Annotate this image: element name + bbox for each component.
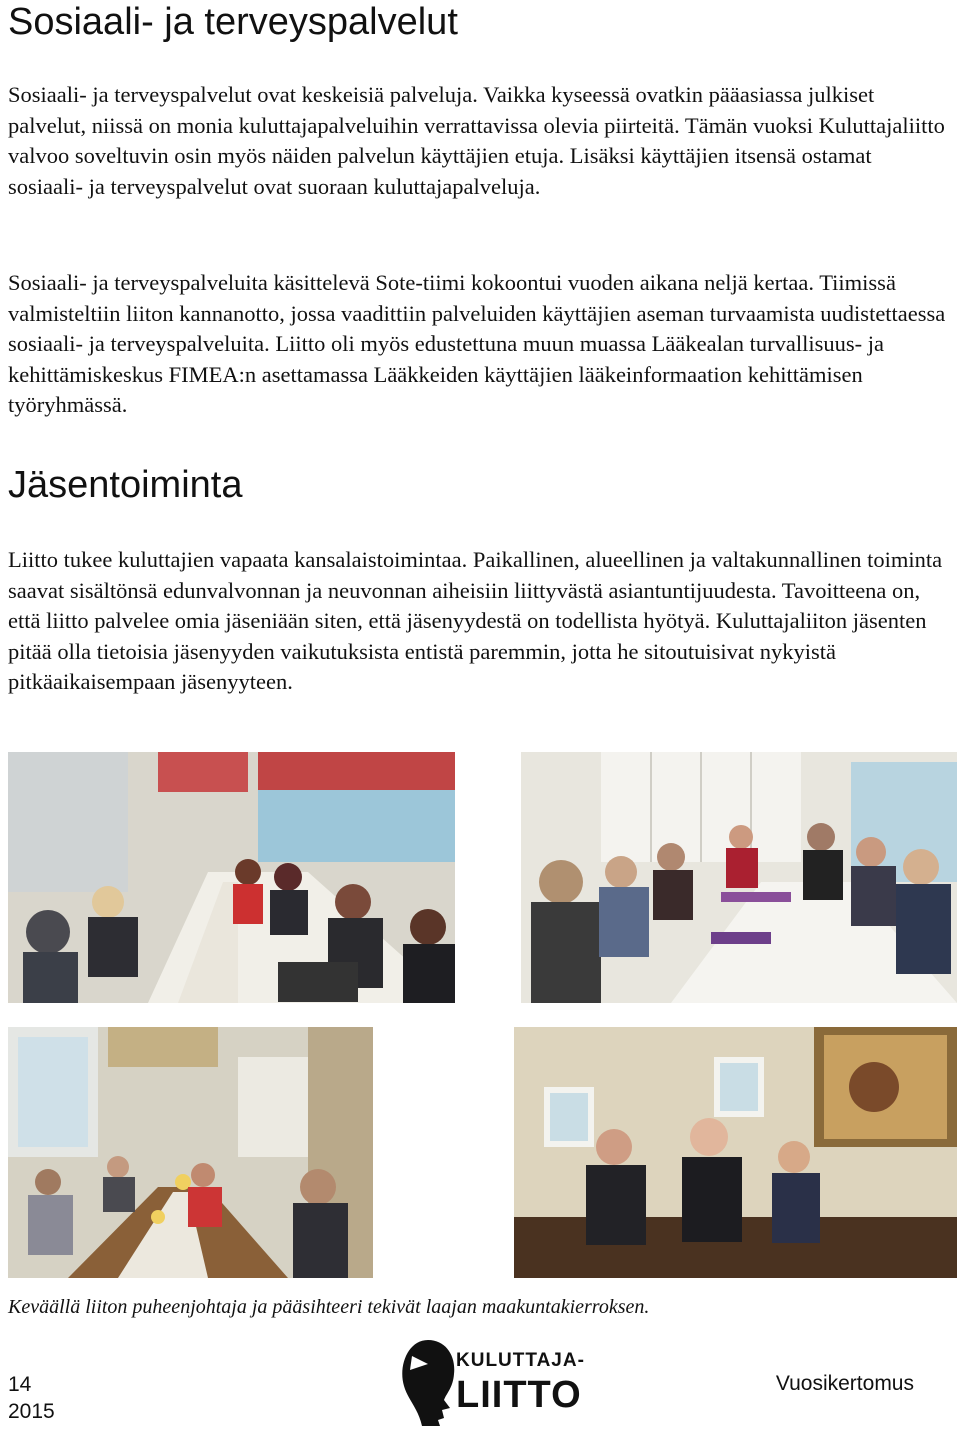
jasen-paragraph-1: Liitto tukee kuluttajien vapaata kansalaistoimintaa. Paikallinen, alueellinen ja valtakunnallinen toiminta saavat sisältönsä edunvalvonnan ja neuvonnan aiheisiin liittyvästä asiantuntijuudesta. Tavoitteena on, että liitto palvelee omia jäseniään siten, että jäsenyydestä on todellista hyötyä. Kuluttajaliiton jäsenten pitää olla tietoisia jäsenyyden vaikutuksista entistä paremmin, jotta he sitoutuisivat nykyistä pitkäaikaisempaan jäsenyyteen. [8, 547, 943, 695]
year: 2015 [8, 1400, 55, 1423]
meeting-photo-4 [514, 1027, 957, 1278]
photo-caption: Keväällä liiton puheenjohtaja ja pääsihteeri tekivät laajan maakuntakierroksen. [8, 1296, 650, 1318]
kuluttajaliitto-logo [398, 1338, 585, 1428]
page-number: 14 [8, 1373, 32, 1396]
meeting-photo-2 [521, 752, 957, 1003]
sote-paragraph-2: Sosiaali- ja terveyspalveluita käsittelevä Sote-tiimi kokoontui vuoden aikana neljä kertaa. Tiimissä valmisteltiin liiton kannanotto, jossa vaadittiin palveluiden käyttäjien aseman turvaamista uudistettaessa sosiaali- ja terveyspalveluita. Liitto oli myös edustettuna muun muassa Lääkealan turvallisuus- ja kehittämiskeskus FIMEA:n asettamassa Lääkkeiden käyttäjien lääkeinformaation kehittämisen työryhmässä. [8, 270, 946, 418]
meeting-photo-3 [8, 1027, 373, 1278]
logo-word-liitto: LIITTO [456, 1374, 582, 1416]
logo-word-kuluttaja: KULUTTAJA- [456, 1350, 585, 1371]
meeting-photo-1 [8, 752, 455, 1003]
profile-silhouette-icon [398, 1338, 458, 1428]
section-heading-sote: Sosiaali- ja terveyspalvelut [8, 1, 458, 43]
publication-title: Vuosikertomus [775, 1372, 914, 1395]
section-heading-jasentoiminta: Jäsentoiminta [8, 464, 243, 506]
sote-paragraph-1: Sosiaali- ja terveyspalvelut ovat keskeisiä palveluja. Vaikka kyseessä ovatkin pääasiassa julkiset palvelut, niissä on monia kuluttajapalveluihin verrattavissa olevia piirteitä. Tämän vuoksi Kuluttajaliitto valvoo soveltuvin osin myös näiden palvelun käyttäjien etuja. Lisäksi käyttäjien itsensä ostamat sosiaali- ja terveyspalvelut ovat suoraan kuluttajapalveluja. [8, 82, 945, 199]
